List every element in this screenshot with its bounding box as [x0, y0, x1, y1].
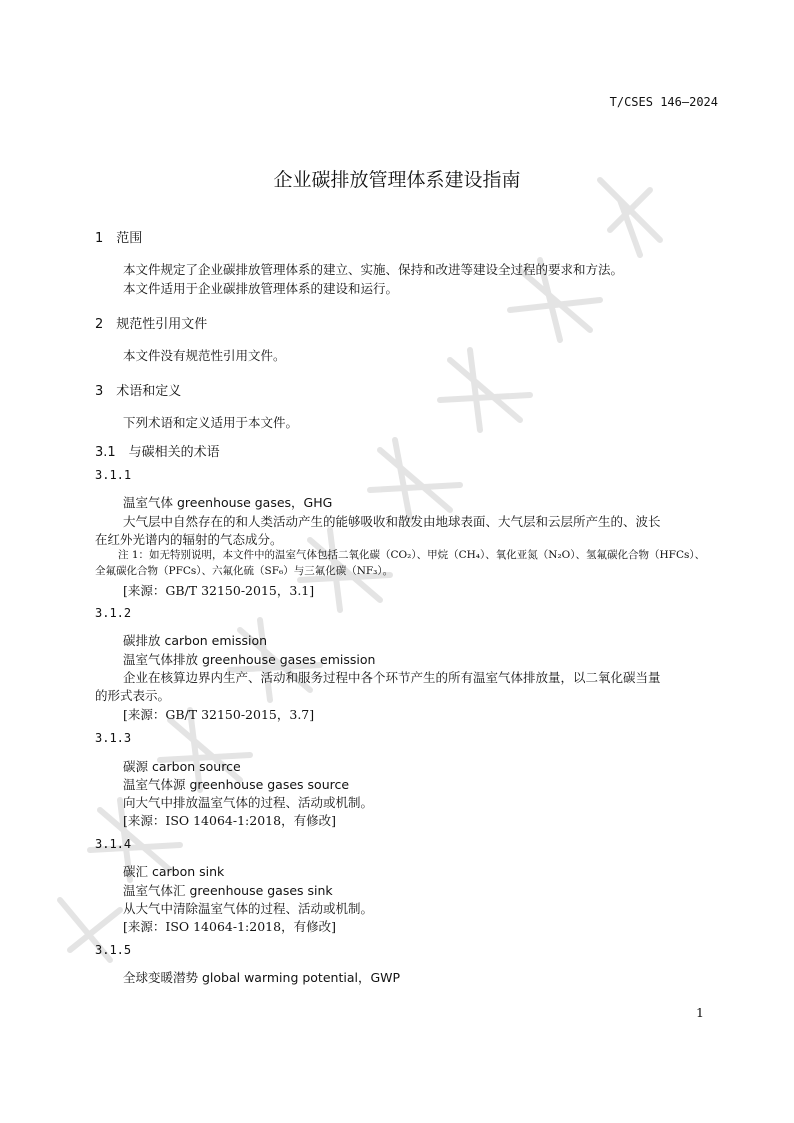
term-alternate-name: 温室气体汇 greenhouse gases sink: [123, 883, 333, 898]
term-definition: 向大气中排放温室气体的过程、活动或机制。: [123, 795, 374, 810]
term-number: 3.1.3: [95, 731, 132, 745]
term-number: 3.1.1: [95, 468, 132, 482]
term-definition: 大气层中自然存在的和人类活动产生的能够吸收和散发由地球表面、大气层和云层所产生的、波长: [123, 514, 661, 529]
term-number: 3.1.2: [95, 606, 132, 620]
paragraph: 本文件没有规范性引用文件。: [123, 348, 286, 363]
term-name: 碳汇 carbon sink: [123, 864, 225, 879]
paragraph: 本文件适用于企业碳排放管理体系的建设和运行。: [123, 281, 399, 296]
term-number: 3.1.5: [95, 943, 132, 957]
term-note: 全氟碳化合物（PFCs）、六氟化硫（SF₆）与三氟化碳（NF₃）。: [95, 565, 394, 577]
term-note: 注 1：如无特别说明，本文件中的温室气体包括二氧化碳（CO₂）、甲烷（CH₄）、氧化亚氮（N₂O）、氢氟碳化合物（HFCs）、: [118, 549, 706, 561]
term-source: [来源：GB/T 32150-2015，3.7]: [123, 707, 315, 722]
term-name: 全球变暖潜势 global warming potential，GWP: [123, 970, 401, 985]
section-heading-normative-references: 2 规范性引用文件: [95, 317, 208, 332]
term-name: 碳排放 carbon emission: [123, 633, 268, 648]
term-definition: 的形式表示。: [95, 688, 171, 703]
section-heading-terms: 3 术语和定义: [95, 384, 182, 399]
term-source: [来源：ISO 14064-1:2018，有修改]: [123, 813, 336, 828]
paragraph: 下列术语和定义适用于本文件。: [123, 415, 299, 430]
section-heading-scope: 1 范围: [95, 231, 143, 246]
term-source: [来源：GB/T 32150-2015，3.1]: [123, 583, 315, 598]
term-alternate-name: 温室气体排放 greenhouse gases emission: [123, 652, 376, 667]
term-source: [来源：ISO 14064-1:2018，有修改]: [123, 919, 336, 934]
document-title: 企业碳排放管理体系建设指南: [273, 169, 521, 191]
term-name: 温室气体 greenhouse gases，GHG: [123, 495, 333, 510]
term-definition: 企业在核算边界内生产、活动和服务过程中各个环节产生的所有温室气体排放量，以二氧化碳当量: [123, 670, 661, 685]
subsection-heading: 3.1 与碳相关的术语: [95, 445, 220, 460]
standard-number: T/CSES 146—2024: [609, 95, 718, 109]
term-alternate-name: 温室气体源 greenhouse gases source: [123, 777, 350, 792]
term-definition: 从大气中清除温室气体的过程、活动或机制。: [123, 901, 374, 916]
term-name: 碳源 carbon source: [123, 759, 241, 774]
paragraph: 本文件规定了企业碳排放管理体系的建立、实施、保持和改进等建设全过程的要求和方法。: [123, 262, 624, 277]
term-number: 3.1.4: [95, 837, 132, 851]
term-definition: 在红外光谱内的辐射的气态成分。: [95, 532, 283, 547]
page-number: 1: [696, 1005, 704, 1020]
